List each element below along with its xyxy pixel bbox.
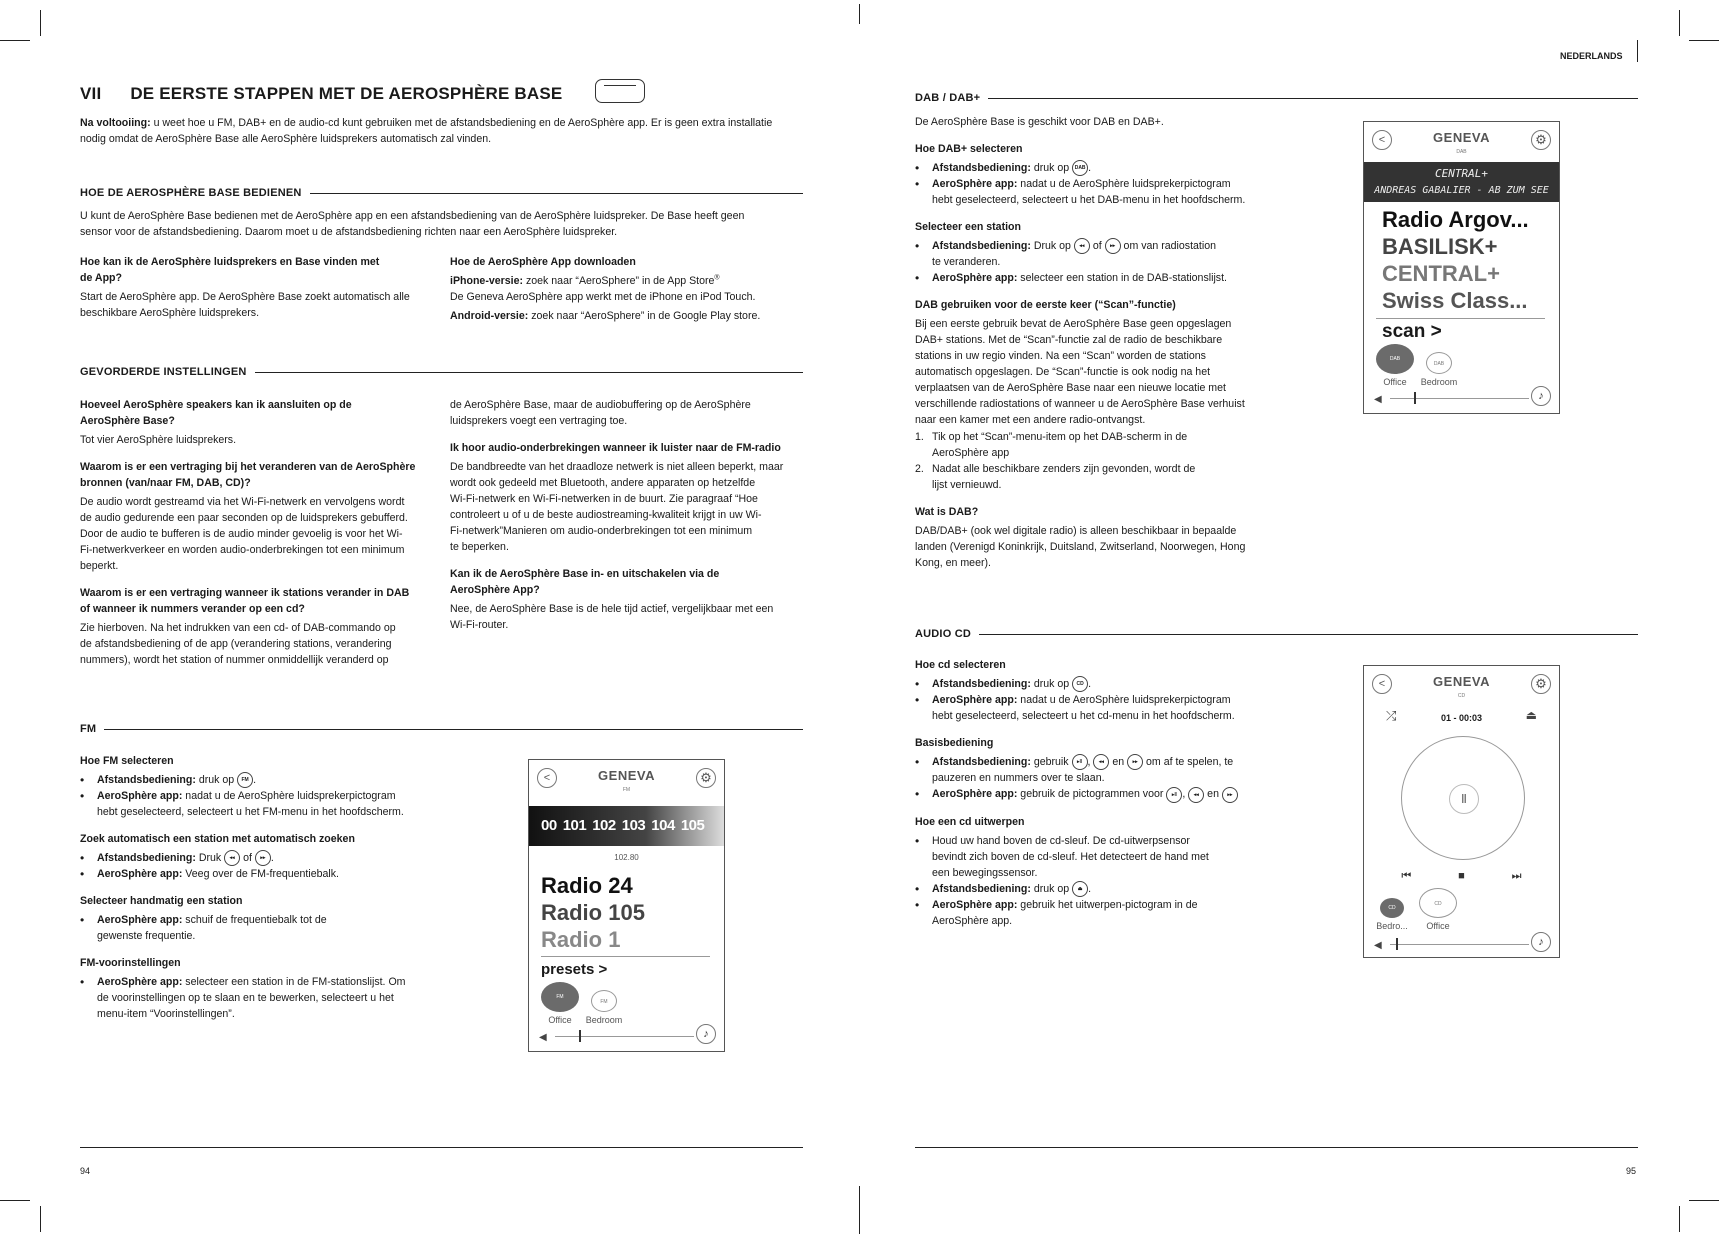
pause-button: ‖ (1449, 784, 1479, 814)
base-device-icon (595, 79, 645, 103)
list-item: • Afstandsbediening: druk op ⏏ . (915, 881, 1275, 897)
seek-up-icon: ▸▸ (255, 850, 271, 866)
advanced-col-right: de AeroSphère Base, maar de audiobuffering op de AeroSphère luidsprekers voegt een vertraging toe. Ik hoor audio-onderbrekingen wanneer ik luister naar de FM-radio De bandbreedte van het draadloze netwerk is niet alleen beperkt, maar wordt ook gedeeld met Bluetooth, andere apparaten op hetzelfde Wi-Fi-netwerk en Wi-Fi-netwerken in de buurt. Zie paragraaf “Hoe controleert u of u de beste audiostreaming-kwaliteit krijgt in uw Wi- Fi-netwerk”Manieren om audio-onderbrekingen tot een minimum te beperken. Kan ik de AeroSphère Base in- en uitschakelen via de AeroSphère App? Nee, de AeroSphère Base is de hele tijd actief, vergelijkbaar met een Wi-Fi-router. (450, 399, 784, 631)
chapter-title: DE EERSTE STAPPEN MET DE AEROSPHÈRE BASE (130, 84, 563, 103)
fm-instructions: Hoe FM selecteren • Afstandsbediening: druk op FM . • AeroSphère app: nadat u de AeroSphère luidsprekerpictogram hebt geselecteerd, selecteert u het FM-menu in het hoofdscherm. Zoek automatisch een station met automatisch zoeken • Afstandsbediening: Druk ◂◂ of ▸▸ . • AeroSphère app: Veeg over de FM-frequentiebalk. Selecteer handmatig een station • AeroSphère app: schuif de frequentiebalk tot de gewenste frequentie. FM-voorinstellingen • AeroSphère app: selecteer een station in de FM-stationslijst. Om de voorinstellingen op te slaan en te bewerken, selecteert u het menu-item “Voorinstellingen”. (80, 753, 480, 1022)
chapter-number: VII (80, 84, 102, 103)
section-heading-fm: FM (80, 721, 803, 737)
dab-app-screenshot: < GENEVA DAB ⚙ CENTRAL+ ANDREAS GABALIER - AB ZUM SEE Radio Argov... BASILISK+ CENTRAL+ Swiss Class... scan > DAB Office DAB Bedroom ◀ ♪ (1363, 121, 1560, 414)
lcd-display: CENTRAL+ ANDREAS GABALIER - AB ZUM SEE (1364, 162, 1559, 202)
chapter-heading (80, 84, 562, 104)
app-logo: GENEVA (598, 768, 655, 783)
next-icon: ▸▸ (1105, 238, 1121, 254)
gear-icon: ⚙ (1531, 130, 1551, 150)
list-item: • AeroSphère app: nadat u de AeroSphère luidsprekerpictogram hebt geselecteerd, selecteert u het FM-menu in het hoofdscherm. (80, 788, 480, 820)
stop-icon: ■ (1458, 870, 1465, 882)
back-icon: < (1372, 674, 1392, 694)
speaker-bedroom: CD Bedro... (1370, 898, 1414, 932)
crop-mark (859, 4, 860, 24)
eject-icon: ⏏ (1072, 881, 1088, 897)
speaker-bedroom: FM Bedroom (583, 990, 625, 1026)
play-pause-icon: ▸‖ (1166, 787, 1182, 803)
frequency-readout: 102.80 (614, 853, 639, 862)
footer-rule-right (915, 1147, 1638, 1148)
section-heading-dab: DAB / DAB+ (915, 90, 1638, 106)
list-item: 2. Nadat alle beschikbare zenders zijn gevonden, wordt de lijst vernieuwd. (915, 463, 1196, 492)
seek-down-icon: ◂◂ (224, 850, 240, 866)
list-item: • AeroSphère app: Veeg over de FM-frequentiebalk. (80, 866, 480, 882)
section-heading-operate: HOE DE AEROSPHÈRE BASE BEDIENEN (80, 185, 803, 201)
list-item: CENTRAL+ (1382, 261, 1500, 286)
transport-controls (1364, 868, 1559, 884)
app-logo: GENEVA (1433, 674, 1490, 689)
music-note-icon: ♪ (1531, 386, 1551, 406)
previous-icon: ◂◂ (1093, 754, 1109, 770)
play-pause-icon: ▸‖ (1072, 754, 1088, 770)
next-icon: ⏭ (1511, 870, 1522, 882)
section-heading-advanced: GEVORDERDE INSTELLINGEN (80, 364, 803, 380)
list-item: • AeroSphère app: gebruik de pictogrammen voor ▸‖ , ◂◂ en ▸▸ (915, 786, 1275, 802)
dab-button-icon: DAB (1072, 160, 1088, 176)
shuffle-icon: ⤮ (1386, 708, 1397, 723)
crop-mark (1679, 10, 1680, 36)
advanced-col-left: Hoeveel AeroSphère speakers kan ik aansluiten op de AeroSphère Base? Tot vier AeroSphère luidsprekers. Waarom is er een vertraging bij het veranderen van de AeroSphère bronnen (van/naar FM, DAB, CD)? De audio wordt gestreamd via het Wi-Fi-netwerk en vervolgens wordt de audio gedurende een paar seconden op de luidsprekers gebufferd. Door de audio te bufferen is de audio minder gevoelig is voor het Wi- Fi-netwerkverkeer en worden audio-onderbrekingen tot een minimum beperkt. Waarom is er een vertraging wanneer ik stations verander in DAB of wanneer ik nummers verander op een cd? Zie hierboven. Na het indrukken van een cd- of DAB-commando op de afstandsbediening of de app (verandering stations, verandering nummers), wordt het station of nummer onmiddellijk veranderd op (80, 399, 416, 666)
gear-icon: ⚙ (1531, 674, 1551, 694)
speaker-volume-icon: ◀ (1374, 394, 1382, 405)
list-item: • Afstandsbediening: Druk ◂◂ of ▸▸ . (80, 850, 480, 866)
app-logo: GENEVA (1433, 130, 1490, 145)
list-item: • AeroSphère app: schuif de frequentiebalk tot de gewenste frequentie. (80, 912, 480, 944)
speaker-office: FM Office (539, 982, 581, 1026)
list-item: Radio 1 (541, 927, 621, 952)
list-item: • AeroSphère app: gebruik het uitwerpen-pictogram in de AeroSphère app. (915, 897, 1275, 929)
list-item: • Afstandsbediening: druk op FM . (80, 772, 480, 788)
list-item: • AeroSphère app: nadat u de AeroSphère luidsprekerpictogram hebt geselecteerd, selecteert u het DAB-menu in het hoofdscherm. (915, 176, 1275, 208)
list-item: • Afstandsbediening: Druk op ◂◂ of ▸▸ om van radiostation te veranderen. (915, 238, 1275, 270)
speaker-office: CD Office (1416, 888, 1460, 932)
crop-mark (1689, 40, 1719, 41)
station-list (541, 872, 645, 953)
previous-icon: ◂◂ (1188, 787, 1204, 803)
find-speakers-faq: Hoe kan ik de AeroSphère luidsprekers en Base vinden met de App? Start de AeroSphère app. De AeroSphère Base zoekt automatisch alle beschikbare AeroSphère luidsprekers. (80, 256, 410, 319)
previous-icon: ⏮ (1401, 870, 1412, 882)
cd-instructions: Hoe cd selecteren • Afstandsbediening: druk op CD . • AeroSphère app: nadat u de AeroSphère luidsprekerpictogram hebt geselecteerd, selecteert u het cd-menu in het hoofdscherm. Basisbediening • Afstandsbediening: gebruik ▸‖ , ◂◂ en ▸▸ om af te spelen, te pauzeren en nummers over te slaan. • AeroSphère app: gebruik de pictogrammen voor ▸‖ , ◂◂ en ▸▸ Hoe een cd uitwerpen • Houd uw hand boven de cd-sleuf. De cd-uitwerpsensor bevindt zich boven de cd-sleuf. Het detecteert de hand met een bewegingssensor. • Afstandsbediening: druk op ⏏ . • AeroSphère app: gebruik het uitwerpen-pictogram in de AeroSphère app. (915, 657, 1275, 929)
crop-mark (859, 1186, 860, 1234)
list-item: • Afstandsbediening: druk op DAB . (915, 160, 1275, 176)
station-list (1382, 206, 1529, 314)
fm-button-icon: FM (237, 772, 253, 788)
presets-link: presets > (541, 961, 608, 978)
cd-disc (1401, 736, 1525, 860)
crop-mark (0, 40, 30, 41)
list-item: • Houd uw hand boven de cd-sleuf. De cd-uitwerpsensor bevindt zich boven de cd-sleuf. Het detecteert de hand met een bewegingssensor. (915, 833, 1275, 881)
volume-slider (539, 1030, 694, 1042)
music-note-icon: ♪ (1531, 932, 1551, 952)
page-number: 95 (1626, 1166, 1637, 1176)
back-icon: < (537, 768, 557, 788)
back-icon: < (1372, 130, 1392, 150)
list-item: Radio 24 (541, 873, 633, 898)
previous-icon: ◂◂ (1074, 238, 1090, 254)
frequency-band: 00 101 102 103 104 105 (529, 806, 724, 846)
list-item: • AeroSphère app: nadat u de AeroSphère luidsprekerpictogram hebt geselecteerd, selecteert u het cd-menu in het hoofdscherm. (915, 692, 1275, 724)
next-icon: ▸▸ (1222, 787, 1238, 803)
track-time: 01 - 00:03 (1440, 713, 1483, 723)
crop-mark (0, 1200, 30, 1201)
list-item: Swiss Class... (1382, 288, 1528, 313)
scan-link: scan > (1382, 321, 1442, 342)
volume-slider (1374, 392, 1529, 404)
speaker-volume-icon: ◀ (539, 1032, 547, 1043)
operate-paragraph: U kunt de AeroSphère Base bedienen met de AeroSphère app en een afstandsbediening van de AeroSphère luidspreker. De Base heeft geen sensor voor de afstandsbediening. Daarom moet u de afstandsbediening richten naar een AeroSphère luidspreker. (80, 210, 745, 238)
crop-mark (40, 1206, 41, 1232)
list-item: • AeroSphère app: selecteer een station in de DAB-stationslijst. (915, 270, 1275, 286)
download-app-faq: Hoe de AeroSphère App downloaden iPhone-versie: zoek naar “AeroSphere” in de App Store® De Geneva AeroSphère app werkt met de iPhone en iPod Touch. Android-versie: zoek naar “AeroSphere” in de Google Play store. (450, 256, 761, 322)
fm-app-screenshot: < GENEVA FM ⚙ 00 101 102 103 104 105 102.80 Radio 24 Radio 105 Radio 1 presets > FM Office FM Bedroom ◀ ♪ (528, 759, 725, 1052)
speaker-volume-icon: ◀ (1374, 940, 1382, 951)
crop-mark (40, 10, 41, 36)
list-item: • AeroSphère app: selecteer een station in de FM-stationslijst. Om de voorinstellingen op te slaan en te bewerken, selecteert u het menu-item “Voorinstellingen”. (80, 974, 480, 1022)
speaker-office: DAB Office (1374, 344, 1416, 388)
gear-icon: ⚙ (696, 768, 716, 788)
eject-icon: ⏏ (1525, 708, 1537, 722)
intro-paragraph: Na voltooiing: u weet hoe u FM, DAB+ en de audio-cd kunt gebruiken met de afstandsbediening en de AeroSphère app. Er is geen extra installatie nodig omdat de AeroSphère Base alle AeroSphère luidsprekers automatisch zal vinden. (80, 117, 773, 145)
cd-app-screenshot: < GENEVA CD ⚙ ⤮ 01 - 00:03 ⏏ ‖ ⏮ ■ ⏭ CD Bedro... CD Office ◀ ♪ (1363, 665, 1560, 958)
page-number: 94 (80, 1166, 91, 1176)
crop-mark (1689, 1200, 1719, 1201)
volume-slider (1374, 938, 1529, 950)
list-item: • Afstandsbediening: gebruik ▸‖ , ◂◂ en ▸▸ om af te spelen, te pauzeren en nummers over te slaan. (915, 754, 1275, 786)
next-icon: ▸▸ (1127, 754, 1143, 770)
section-heading-audio-cd: AUDIO CD (915, 626, 1638, 642)
music-note-icon: ♪ (696, 1024, 716, 1044)
footer-rule-left (80, 1147, 803, 1148)
list-item: Radio Argov... (1382, 207, 1529, 232)
list-item: 1. Tik op het “Scan”-menu-item op het DAB-scherm in de AeroSphère app (915, 431, 1188, 460)
dab-instructions: De AeroSphère Base is geschikt voor DAB en DAB+. Hoe DAB+ selecteren • Afstandsbediening: druk op DAB . • AeroSphère app: nadat u de AeroSphère luidsprekerpictogram hebt geselecteerd, selecteert u het DAB-menu in het hoofdscherm. Selecteer een station • Afstandsbediening: Druk op ◂◂ of ▸▸ om van radiostation te veranderen. • AeroSphère app: selecteer een station in de DAB-stationslijst. DAB gebruiken voor de eerste keer (“Scan”-functie) Bij een eerste gebruik bevat de AeroSphère Base geen opgeslagen DAB+ stations. Met de “Scan”-functie zal de radio de beschikbare stations in uw regio vinden. Na een “Scan” worden de stations automatisch opgeslagen. De “Scan”-functie is ook nodig na het verplaatsen van de AeroSphère Base naar een nieuwe locatie met verschillende radiostations of wanneer u de AeroSphère Base verhuist naar een kamer met een andere radio-ontvangst. 1. Tik op het “Scan”-menu-item op het DAB-scherm in de AeroSphère app 2. Nadat alle beschikbare zenders zijn gevonden, wordt de lijst vernieuwd. Wat is DAB? DAB/DAB+ (ook wel digitale radio) is alleen beschikbaar in bepaalde landen (Verenigd Koninkrijk, Duitsland, Zwitserland, Noorwegen, Hong Kong, en meer). (915, 114, 1275, 571)
list-item: BASILISK+ (1382, 234, 1498, 259)
speaker-bedroom: DAB Bedroom (1418, 352, 1460, 388)
crop-mark (1637, 40, 1638, 62)
language-label: NEDERLANDS (1560, 51, 1623, 61)
list-item: • Afstandsbediening: druk op CD . (915, 676, 1275, 692)
list-item: Radio 105 (541, 900, 645, 925)
cd-button-icon: CD (1072, 676, 1088, 692)
crop-mark (1679, 1206, 1680, 1232)
